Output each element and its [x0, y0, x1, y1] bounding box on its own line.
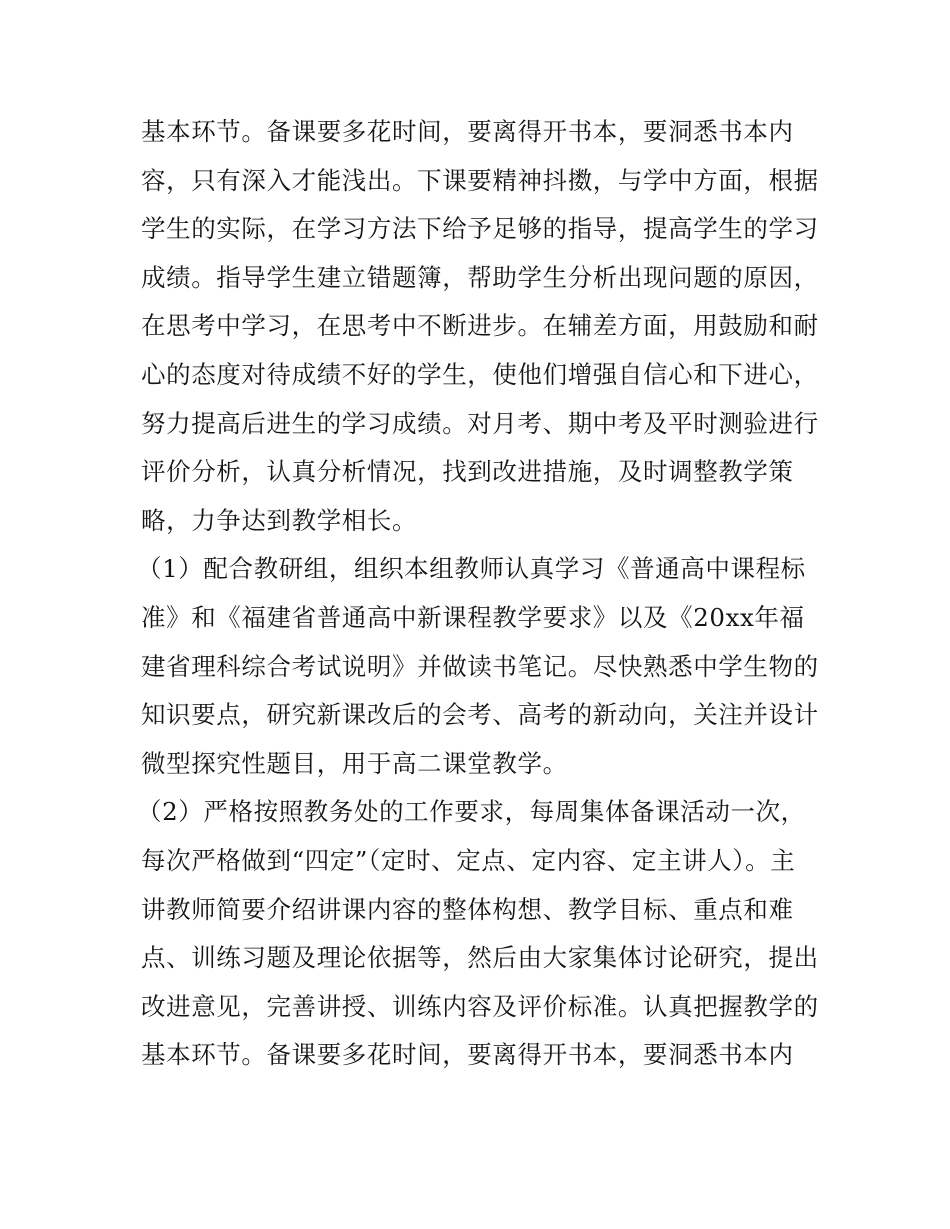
- text-line: 点、训练习题及理论依据等，然后由大家集体讨论研究，提出: [141, 943, 819, 973]
- text-line: 心的态度对待成绩不好的学生，使他们增强自信心和下进心，: [141, 359, 819, 389]
- text-line: 改进意见，完善讲授、训练内容及评价标准。认真把握教学的: [141, 991, 819, 1021]
- text-line: 容，只有深入才能浅出。下课要精神抖擞，与学中方面，根据: [141, 165, 819, 195]
- text-line: 成绩。指导学生建立错题簿，帮助学生分析出现问题的原因，: [141, 262, 819, 292]
- text-line: 基本环节。备课要多花时间，要离得开书本，要洞悉书本内: [141, 1040, 794, 1070]
- text-line: 学生的实际，在学习方法下给予足够的指导，提高学生的学习: [141, 214, 819, 244]
- text-line: 在思考中学习，在思考中不断进步。在辅差方面，用鼓励和耐: [141, 311, 819, 341]
- text-line: 建省理科综合考试说明》并做读书笔记。尽快熟悉中学生物的: [141, 651, 819, 681]
- text-line: 微型探究性题目，用于高二课堂教学。: [141, 748, 568, 778]
- text-line: 努力提高后进生的学习成绩。对月考、期中考及平时测验进行: [141, 408, 819, 438]
- text-line: 略，力争达到教学相长。: [141, 505, 418, 535]
- list-item-2-line: （2）严格按照教务处的工作要求，每周集体备课活动一次，: [137, 797, 806, 827]
- text-line: 准》和《福建省普通高中新课程教学要求》以及《20xx年福: [141, 602, 805, 632]
- text-line: 每次严格做到“四定”（定时、定点、定内容、定主讲人）。主: [141, 845, 796, 875]
- text-line: 知识要点，研究新课改后的会考、高考的新动向，关注并设计: [141, 700, 819, 730]
- text-line: 评价分析，认真分析情况，找到改进措施，及时调整教学策: [141, 457, 794, 487]
- text-line: 基本环节。备课要多花时间，要离得开书本，要洞悉书本内: [141, 117, 794, 146]
- list-item-1-line: （1）配合教研组，组织本组教师认真学习《普通高中课程标: [137, 554, 806, 584]
- document-body: [137, 108, 821, 1080]
- text-line: 讲教师简要介绍讲课内容的整体构想、教学目标、重点和难: [141, 894, 794, 924]
